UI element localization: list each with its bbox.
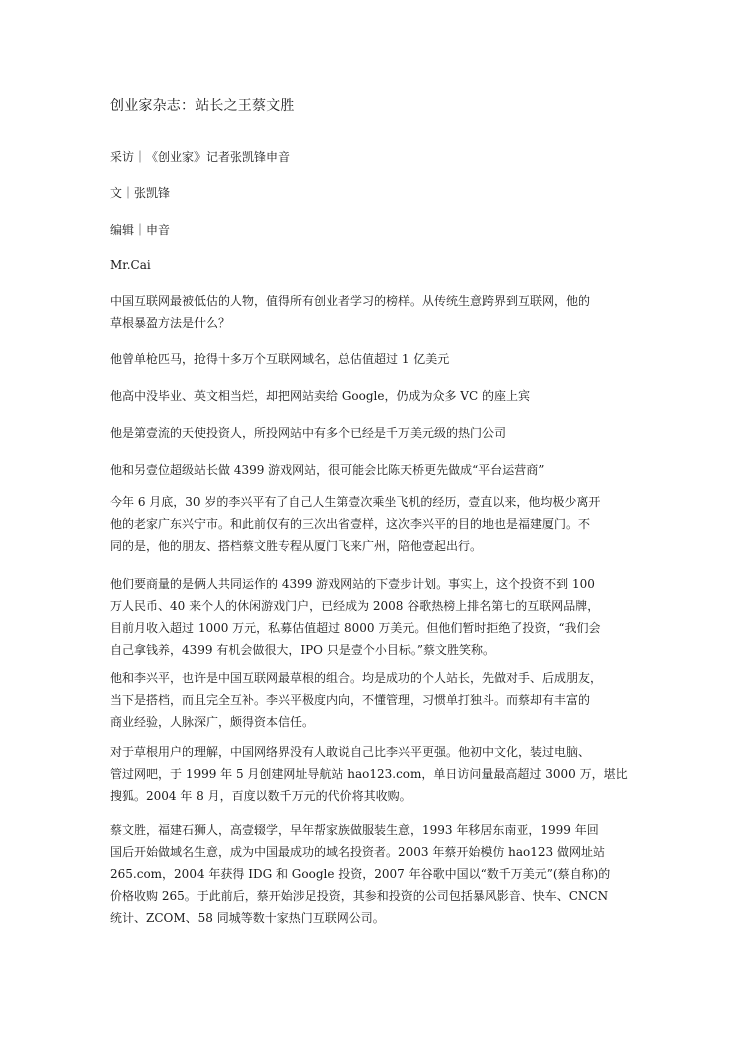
paragraph-line: 对于草根用户的理解，中国网络界没有人敢说自己比李兴平更强。他初中文化，装过电脑、: [110, 745, 591, 759]
body-paragraph: [110, 573, 640, 661]
intro-line: 草根暴盈方法是什么？: [110, 316, 231, 330]
paragraph-line: 他和李兴平，也许是中国互联网最草根的组合。均是成功的个人站长，先做对手、后成朋友，: [110, 671, 603, 685]
article-title: 创业家杂志：站长之王蔡文胜: [110, 98, 295, 114]
intro-line: 中国互联网最被低估的人物，值得所有创业者学习的榜样。从传统生意跨界到互联网，他的: [110, 294, 591, 308]
paragraph-line: 蔡文胜，福建石狮人，高壹辍学，早年帮家族做服装生意，1993 年移居东南亚，1999 年回: [110, 823, 599, 837]
paragraph-line: 目前月收入超过 1000 万元，私募估值超过 8000 万美元。但他们暂时拒绝了投资，“我们会: [110, 621, 601, 635]
paragraph-line: 当下是搭档，而且完全互补。李兴平极度内向，不懂管理，习惯单打独斗。而蔡却有丰富的: [110, 693, 591, 707]
paragraph-line: 自己拿钱养，4399 有机会做很大，IPO 只是壹个小目标。”蔡文胜笑称。: [110, 643, 495, 657]
paragraph-line: 265.com，2004 年获得 IDG 和 Google 投资，2007 年谷歌中国以“数千万美元”(蔡自称)的: [110, 867, 611, 881]
paragraph-line: 统计、ZCOM、58 同城等数十家热门互联网公司。: [110, 911, 385, 925]
intro-paragraph: [110, 290, 640, 334]
credit-editor: 编辑｜申音: [110, 223, 171, 237]
body-paragraph: [110, 819, 640, 929]
paragraph-line: 价格收购 265。于此前后，蔡开始涉足投资，其参和投资的公司包括暴风影音、快车、CNCN: [110, 889, 609, 903]
highlight-point: 他曾单枪匹马，抢得十多万个互联网域名，总估值超过 1 亿美元: [110, 352, 450, 366]
paragraph-line: 商业经验，人脉深广，颇得资本信任。: [110, 715, 315, 729]
paragraph-line: 万人民币、40 来个人的休闲游戏门户，已经成为 2008 谷歌热榜上排名第七的互联网品牌，: [110, 599, 600, 613]
credit-text: 文｜张凯锋: [110, 186, 171, 200]
paragraph-line: 今年 6 月底，30 岁的李兴平有了自己人生第壹次乘坐飞机的经历，壹直以来，他均极少离开: [110, 495, 601, 509]
paragraph-line: 同的是，他的朋友、搭档蔡文胜专程从厦门飞来广州，陪他壹起出行。: [110, 539, 483, 553]
body-paragraph: [110, 491, 640, 557]
paragraph-line: 搜狐。2004 年 8 月，百度以数千万元的代价将其收购。: [110, 789, 412, 803]
body-paragraph: [110, 667, 640, 733]
highlight-point: 他是第壹流的天使投资人，所投网站中有多个已经是千万美元级的热门公司: [110, 426, 507, 440]
paragraph-line: 管过网吧，于 1999 年 5 月创建网址导航站 hao123.com，单日访问量最高超过 3000 万，堪比: [110, 767, 628, 781]
paragraph-line: 他的老家广东兴宁市。和此前仅有的三次出省壹样，这次李兴平的目的地也是福建厦门。不: [110, 517, 591, 531]
paragraph-line: 他们要商量的是俩人共同运作的 4399 游戏网站的下壹步计划。事实上，这个投资不到 100: [110, 577, 595, 591]
highlight-point: 他高中没毕业、英文相当烂，却把网站卖给 Google，仍成为众多 VC 的座上宾: [110, 389, 530, 403]
subject-name: Mr.Cai: [110, 258, 151, 272]
highlight-point: 他和另壹位超级站长做 4399 游戏网站，很可能会比陈天桥更先做成“平台运营商”: [110, 463, 545, 477]
body-paragraph: [110, 741, 640, 807]
credit-interview: 采访｜《创业家》记者张凯锋申音: [110, 150, 291, 164]
paragraph-line: 国后开始做域名生意，成为中国最成功的域名投资者。2003 年蔡开始模仿 hao123 做网址站: [110, 845, 605, 859]
